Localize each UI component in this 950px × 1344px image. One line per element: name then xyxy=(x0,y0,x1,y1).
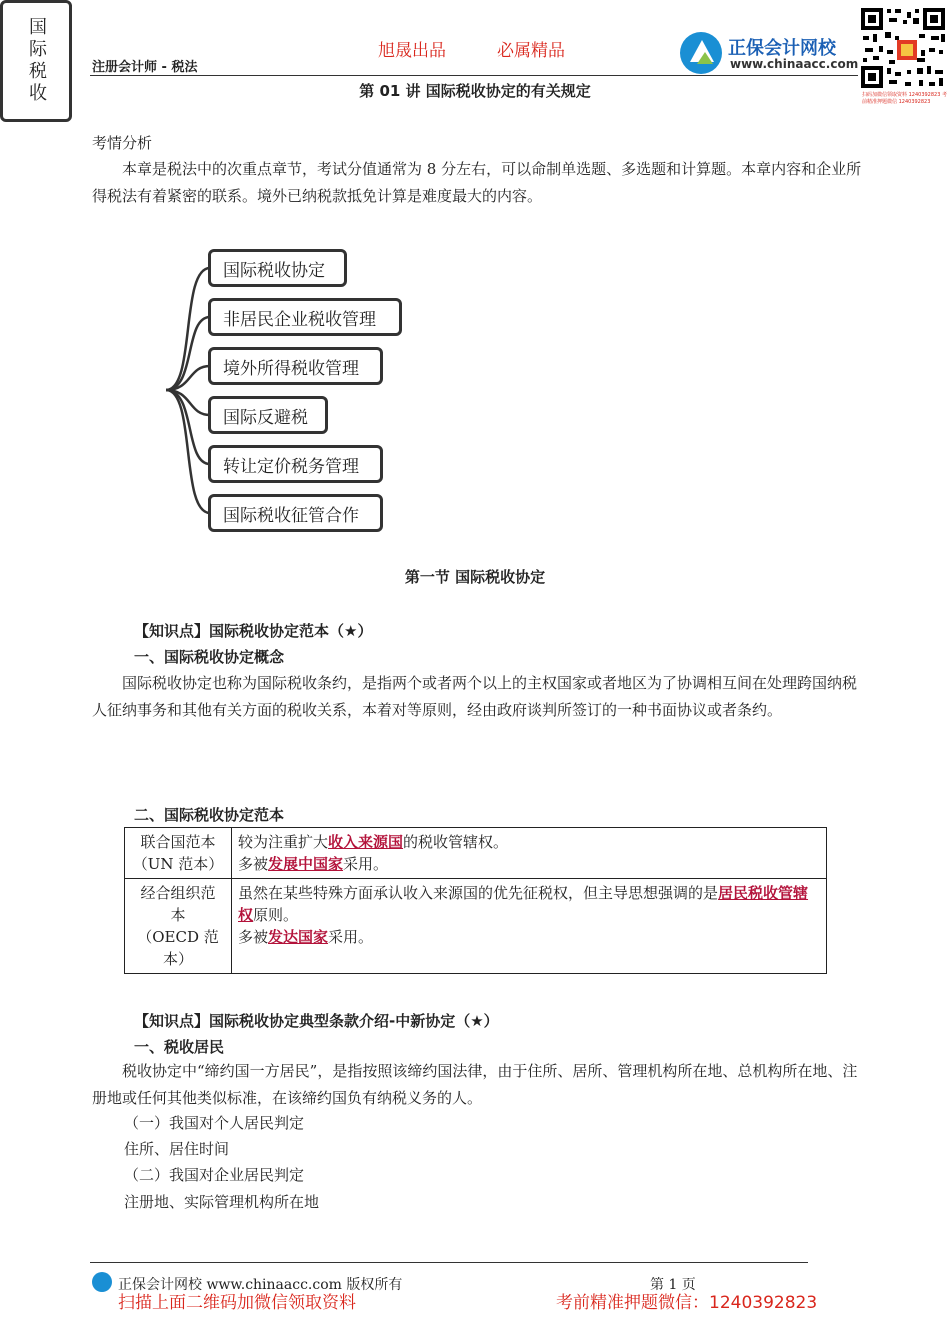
diagram-node-nonresident: 非居民企业税收管理 xyxy=(208,298,402,336)
enterprise-resident-body: 注册地、实际管理机构所在地 xyxy=(124,1193,320,1211)
oecd-model-label-cont: 本 xyxy=(170,906,186,924)
un-model-label: 联合国范本 xyxy=(140,833,216,851)
table-row xyxy=(125,828,827,879)
oecd-model-label: 经合组织范 xyxy=(140,884,216,902)
individual-resident-heading: （一）我国对个人居民判定 xyxy=(124,1114,305,1132)
diagram-node-overseas-income: 境外所得税收管理 xyxy=(208,347,383,385)
slogan-left: 旭晟出品 xyxy=(378,41,446,61)
diagram-node-cooperation: 国际税收征管合作 xyxy=(208,494,383,532)
diagram-root-label: 国际税收 xyxy=(26,17,47,105)
enterprise-resident-heading: （二）我国对企业居民判定 xyxy=(124,1166,305,1184)
diagram-root xyxy=(0,0,72,122)
subheading-concept: 一、国际税收协定概念 xyxy=(134,648,285,666)
analysis-body: 本章是税法中的次重点章节，考试分值通常为 8 分左右，可以命制单选题、多选题和计算题。本章内容和企业所得税法有着紧密的联系。境外已纳税款抵免计算是难度最大的内容。 xyxy=(92,160,862,205)
brand-name: 正保会计网校 xyxy=(728,38,836,59)
table-cell-label xyxy=(125,828,232,879)
diagram-node-anti-avoidance: 国际反避税 xyxy=(208,396,328,434)
footer-copyright: 正保会计网校 www.chinaacc.com 版权所有 xyxy=(118,1277,403,1293)
un-model-sublabel: （UN 范本） xyxy=(132,855,224,873)
model-table xyxy=(124,827,827,974)
diagram-connectors xyxy=(166,250,212,530)
section-title: 第一节 国际税收协定 xyxy=(404,568,546,586)
slogan-right: 必属精品 xyxy=(497,41,565,61)
header-divider xyxy=(90,75,858,76)
table-cell-content xyxy=(232,879,827,974)
diagram-node-treaty: 国际税收协定 xyxy=(208,249,347,287)
footer-divider xyxy=(90,1262,808,1263)
footer-page-number: 第 1 页 xyxy=(650,1277,696,1293)
course-name: 注册会计师 - 税法 xyxy=(92,60,198,75)
qr-code-icon xyxy=(859,6,947,90)
highlight-developed-countries: 发达国家 xyxy=(268,928,329,946)
table-row xyxy=(125,879,827,974)
lecture-title: 第 01 讲 国际税收协定的有关规定 xyxy=(359,82,591,100)
highlight-developing-countries: 发展中国家 xyxy=(268,855,344,873)
diagram-node-transfer-pricing: 转让定价税务管理 xyxy=(208,445,383,483)
oecd-model-sublabel: （OECD 范本） xyxy=(137,928,219,968)
tax-resident-body: 税收协定中“缔约国一方居民”，是指按照该缔约国法律，由于住所、居所、管理机构所在地、总机构所在地、注册地或任何其他类似标准，在该缔约国负有纳税义务的人。 xyxy=(92,1062,858,1107)
individual-resident-body: 住所、居住时间 xyxy=(124,1140,230,1158)
brand-logo-accent xyxy=(697,52,713,64)
knowledge-point-2: 【知识点】国际税收协定典型条款介绍-中新协定（★） xyxy=(134,1012,499,1030)
highlight-residence-jurisdiction: 居民税收管辖权 xyxy=(238,884,809,924)
table-cell-content xyxy=(232,828,827,879)
un-line-1: 较为注重扩大收入来源国的税收管辖权。 xyxy=(238,833,509,851)
brand-url: www.chinaacc.com xyxy=(730,57,859,71)
un-line-2: 多被发展中国家采用。 xyxy=(238,855,389,873)
table-cell-label xyxy=(125,879,232,974)
highlight-source-country: 收入来源国 xyxy=(328,833,404,851)
subheading-models: 二、国际税收协定范本 xyxy=(134,806,285,824)
qr-caption: 扫码加微信领取资料 1240392823 考前精准押题微信 1240392823 xyxy=(862,92,947,105)
concept-body: 国际税收协定也称为国际税收条约，是指两个或者两个以上的主权国家或者地区为了协调相互间在处理跨国纳税人征纳事务和其他有关方面的税收关系，本着对等原则，经由政府谈判所签订的一种书面协议或者条约。 xyxy=(92,674,858,719)
analysis-heading: 考情分析 xyxy=(92,134,153,152)
footer-logo-icon xyxy=(92,1272,112,1292)
oecd-line-2: 多被发达国家采用。 xyxy=(238,928,374,946)
footer-promo-right: 考前精准押题微信：1240392823 xyxy=(556,1293,818,1313)
footer-promo-left: 扫描上面二维码加微信领取资料 xyxy=(118,1293,356,1313)
subheading-tax-resident: 一、税收居民 xyxy=(134,1038,225,1056)
knowledge-point-1: 【知识点】国际税收协定范本（★） xyxy=(134,622,373,640)
oecd-line-1: 虽然在某些特殊方面承认收入来源国的优先征税权，但主导思想强调的是居民税收管辖权原则。 xyxy=(238,884,809,924)
